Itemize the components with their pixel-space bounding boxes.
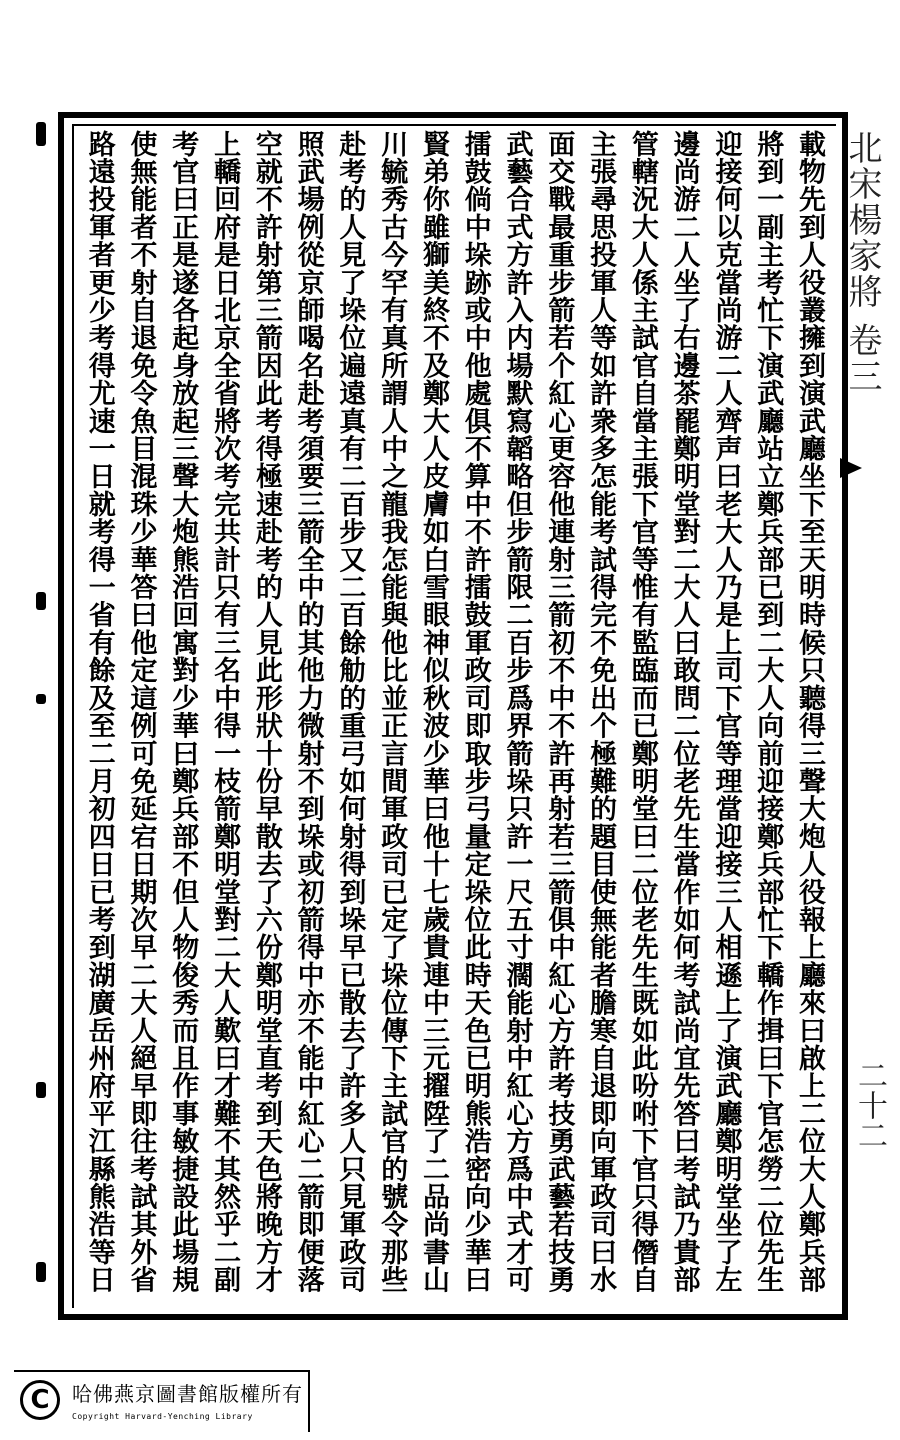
banxin-page-number: 二十二 xyxy=(852,1060,887,1150)
text-column: 武藝合式方許入内場默寫韜略但步箭限二百步爲界箭垛只許一尺五寸濶能射中紅心方爲中式才可 xyxy=(501,130,533,1294)
text-column: 迎接何以克當尚游二人齊声曰老大人乃是上司下官等理當迎接三人相遜上了演武廳鄭明堂坐了左 xyxy=(710,130,742,1294)
text-column: 邊尚游二人坐了右邊茶罷鄭明堂對二大人曰敢問二位老先生當作如何考試尚宜先答曰考試乃貴部 xyxy=(668,130,700,1294)
copyright-notice xyxy=(14,1370,310,1432)
text-column: 川毓秀古今罕有真所謂人中之龍我怎能與他比並正言間軍政司已定了垛位傳下主試官的號令那些 xyxy=(376,130,408,1294)
text-column: 上轎回府是日北京全省將次考完共計只有三名中得一枝箭鄭明堂對二大人歎曰才難不其然乎二副 xyxy=(209,130,241,1294)
text-columns xyxy=(80,130,832,1302)
copyright-icon: C xyxy=(20,1380,60,1420)
margin-mark xyxy=(36,1082,46,1098)
text-column: 路遠投軍者更少考得尤速一日就考得一省有餘及至二月初四日已考到湖廣岳州府平江縣熊浩等日 xyxy=(83,130,115,1294)
margin-mark xyxy=(36,592,46,610)
text-column: 賢弟你雖獅美終不及鄭大人皮膚如白雪眼神似秋波少華曰他十七歲貴連中三元擢陞了二品尚書山 xyxy=(417,130,449,1294)
margin-mark xyxy=(36,1262,46,1282)
margin-mark xyxy=(36,122,46,146)
fishtail-mark xyxy=(840,458,862,478)
text-column: 主張尋思投軍人等如許衆多怎能考試得完不免出个極難的題目使無能者膽寒自退即向軍政司曰水 xyxy=(585,130,617,1294)
margin-mark xyxy=(36,694,46,704)
copyright-english: Copyright Harvard-Yenching Library xyxy=(72,1412,253,1421)
text-column: 載物先到人役叢擁到演武廳坐下至天明時候只聽得三聲大炮人役報上廳來曰啟上二位大人鄭兵部 xyxy=(794,130,825,1294)
banxin-title: 北宋楊家將 卷三 xyxy=(842,130,882,395)
text-column: 擂鼓倘中垛跡或中他處俱不算中不許擂鼓軍政司即取步弓量定垛位此時天色已明熊浩密向少華曰 xyxy=(459,130,491,1294)
text-column: 使無能者不射自退免令魚目混珠少華答曰他定這例可免延宕日期次早二大人絕早即往考試其外省 xyxy=(125,130,157,1294)
text-column: 空就不許射第三箭因此考得極速赴考的人見此形狀十份早散去了六份鄭明堂直考到天色將晚方才 xyxy=(250,130,282,1294)
text-column: 管轄況大人係主試官自當主張下官等惟有監臨而已鄭明堂曰二位老先生既如此吩咐下官只得僭自 xyxy=(626,130,658,1294)
text-column: 照武場例從京師喝名赴考須要三箭全中的其他力微射不到垛或初箭得中亦不能中紅心二箭即便落 xyxy=(292,130,324,1294)
text-column: 考官曰正是遂各起身放起三聲大炮熊浩回寓對少華曰鄭兵部不但人物俊秀而且作事敏捷設此場規 xyxy=(167,130,199,1294)
text-column: 面交戰最重步箭若个紅心更容他連射三箭初不中不許再射若三箭俱中紅心方許考技勇武藝若技勇 xyxy=(543,130,575,1294)
left-margin-marks xyxy=(30,122,54,1302)
text-column: 將到一副主考忙下演武廳站立鄭兵部已到二大人向前迎接鄭兵部忙下轎作揖曰下官怎勞二位先生 xyxy=(752,130,784,1294)
copyright-chinese: 哈佛燕京圖書館版權所有 xyxy=(72,1382,303,1406)
text-column: 赴考的人見了垛位遍遠真有二百步又二百餘觔的重弓如何射得到垛早已散去了許多人只見軍政司 xyxy=(334,130,366,1294)
